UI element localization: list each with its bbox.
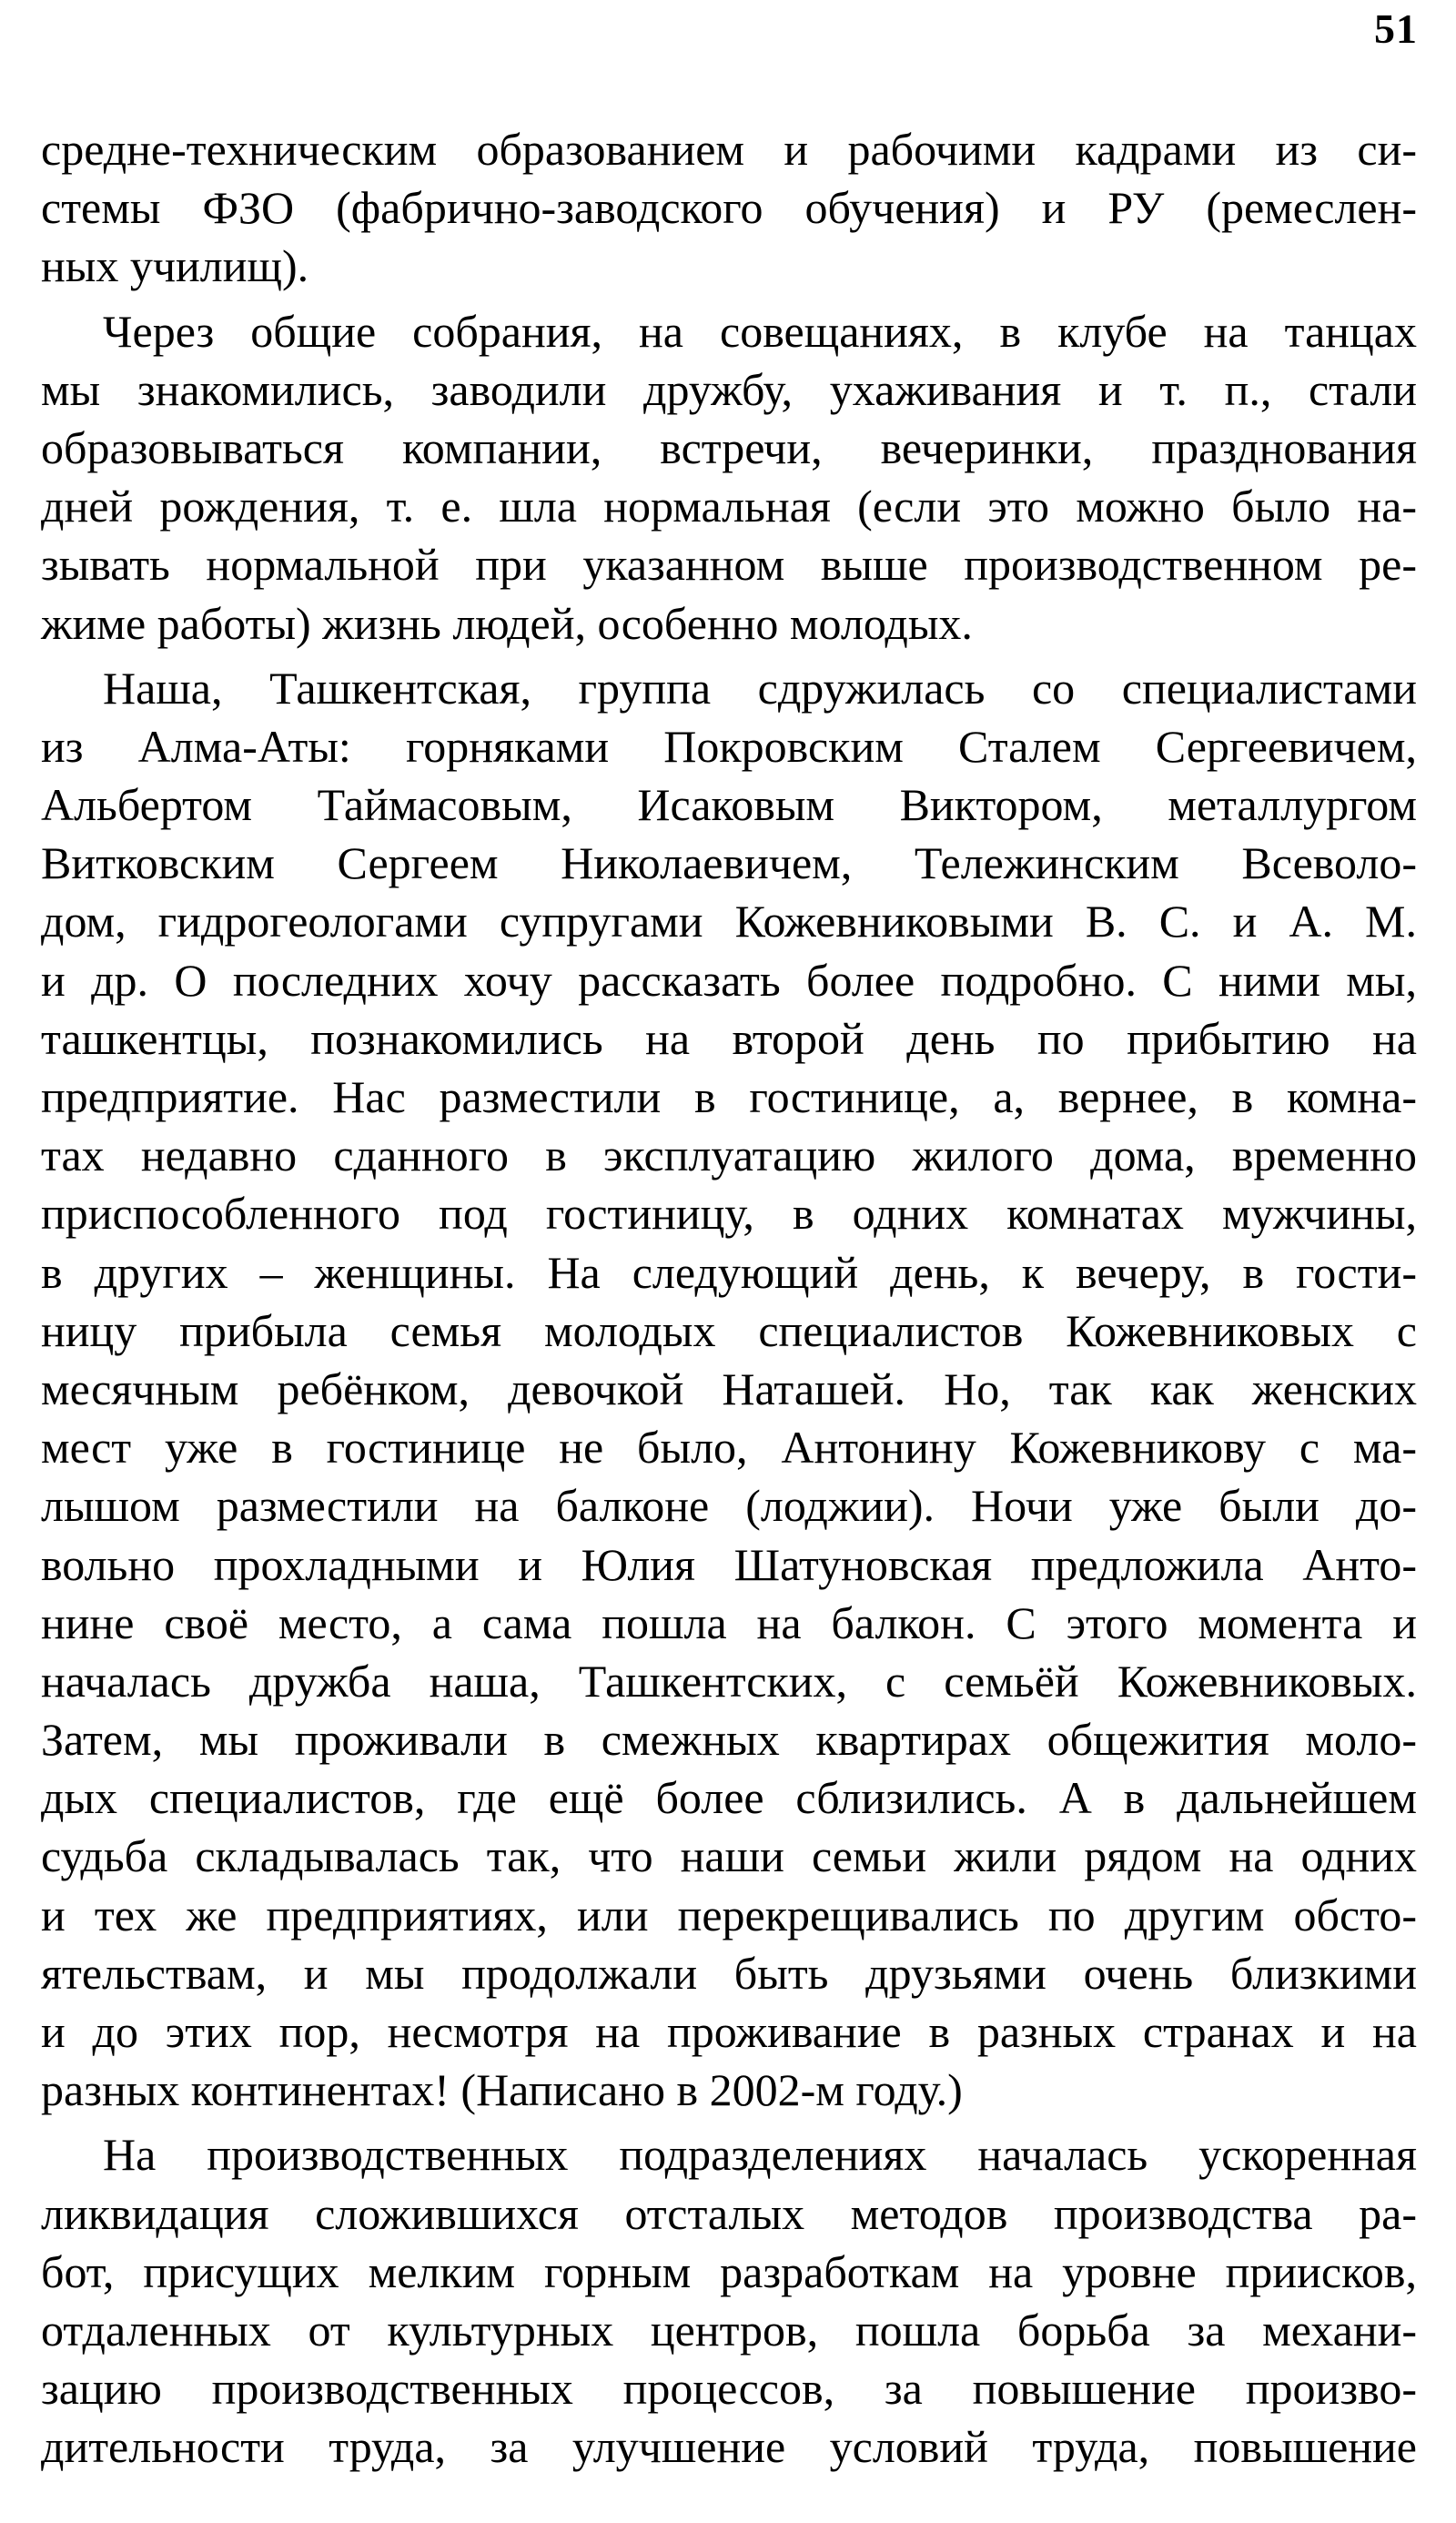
body-text [41,120,1417,2477]
text-line: ятельствам, и мы продолжали быть друзьями очень близкими [41,1947,1417,1999]
text-line: тах недавно сданного в эксплуатацию жилого дома, временно [41,1130,1417,1181]
text-line: вольно прохладными и Юлия Шатуновская предложила Анто- [41,1538,1417,1590]
text-line: нине своё место, а сама пошла на балкон. С этого момента и [41,1596,1417,1648]
text-line: дней рождения, т. е. шла нормальная (если это можно было на- [41,481,1417,532]
text-line: Альбертом Таймасовым, Исаковым Виктором, металлургом [41,779,1417,831]
text-line: бот, присущих мелким горным разработкам на уровне приисков, [41,2245,1417,2297]
paragraph [41,2125,1417,2476]
text-line: зывать нормальной при указанном выше производственном ре- [41,539,1417,591]
text-line: Наша, Ташкентская, группа сдружилась со специалистами [103,662,1417,714]
text-line: приспособленного под гостиницу, в одних комнатах мужчины, [41,1188,1417,1240]
paragraph [41,120,1417,296]
text-line: ликвидация сложившихся отсталых методов производства ра- [41,2187,1417,2239]
text-line: стемы ФЗО (фабрично-заводского обучения) и РУ (ремеслен- [41,182,1417,234]
text-line: дом, гидрогеологами супругами Кожевниковыми В. С. и А. М. [41,896,1417,947]
paragraph [41,659,1417,2120]
text-line: средне-техническим образованием и рабочими кадрами из си- [41,124,1417,175]
text-line: мест уже в гостинице не было, Антонину Кожевникову с ма- [41,1422,1417,1474]
text-line: мы знакомились, заводили дружбу, ухаживания и т. п., стали [41,363,1417,415]
page-number: 51 [1374,5,1418,52]
text-line: месячным ребёнком, девочкой Наташей. Но, так как женских [41,1363,1417,1414]
paragraph [41,302,1417,653]
text-line: дых специалистов, где ещё более сблизились. А в дальнейшем [41,1772,1417,1824]
text-line: и др. О последних хочу рассказать более подробно. С ними мы, [41,954,1417,1006]
text-line: ницу прибыла семья молодых специалистов Кожевниковых с [41,1304,1417,1356]
paragraph-gap [41,2119,1417,2125]
text-line: началась дружба наша, Ташкентских, с семьёй Кожевниковых. [41,1655,1417,1707]
text-line: и до этих пор, несмотря на проживание в разных странах и на [41,2006,1417,2057]
text-line: отдаленных от культурных центров, пошла борьба за механи- [41,2304,1417,2356]
text-line: ташкентцы, познакомились на второй день по прибытию на [41,1012,1417,1064]
text-line: дительности труда, за улучшение условий труда, повышение [41,2421,1417,2473]
text-line: предприятие. Нас разместили в гостинице, а, вернее, в комна- [41,1071,1417,1122]
text-line: в других – женщины. На следующий день, к вечеру, в гости- [41,1246,1417,1298]
text-line: Через общие собрания, на совещаниях, в клубе на танцах [103,305,1417,357]
text-line: из Алма-Аты: горняками Покровским Сталем Сергеевичем, [41,720,1417,772]
text-line: жиме работы) жизнь людей, особенно молодых. [41,597,973,649]
paragraph-gap [41,653,1417,659]
paragraph-gap [41,296,1417,302]
text-line: судьба складывалась так, что наши семьи жили рядом на одних [41,1830,1417,1882]
text-line: Затем, мы проживали в смежных квартирах общежития моло- [41,1714,1417,1766]
text-line: зацию производственных процессов, за повышение произво- [41,2363,1417,2415]
text-line: образовываться компании, встречи, вечеринки, празднования [41,421,1417,473]
text-line: разных континентах! (Написано в 2002-м году.) [41,2064,963,2116]
text-line: и тех же предприятиях, или перекрещивались по другим обсто- [41,1889,1417,1940]
text-line: ных училищ). [41,240,309,292]
text-line: лышом разместили на балконе (лоджии). Ночи уже были до- [41,1480,1417,1532]
text-line: На производственных подразделениях началась ускоренная [103,2129,1417,2181]
text-line: Витковским Сергеем Николаевичем, Тележинским Всеволо- [41,837,1417,889]
